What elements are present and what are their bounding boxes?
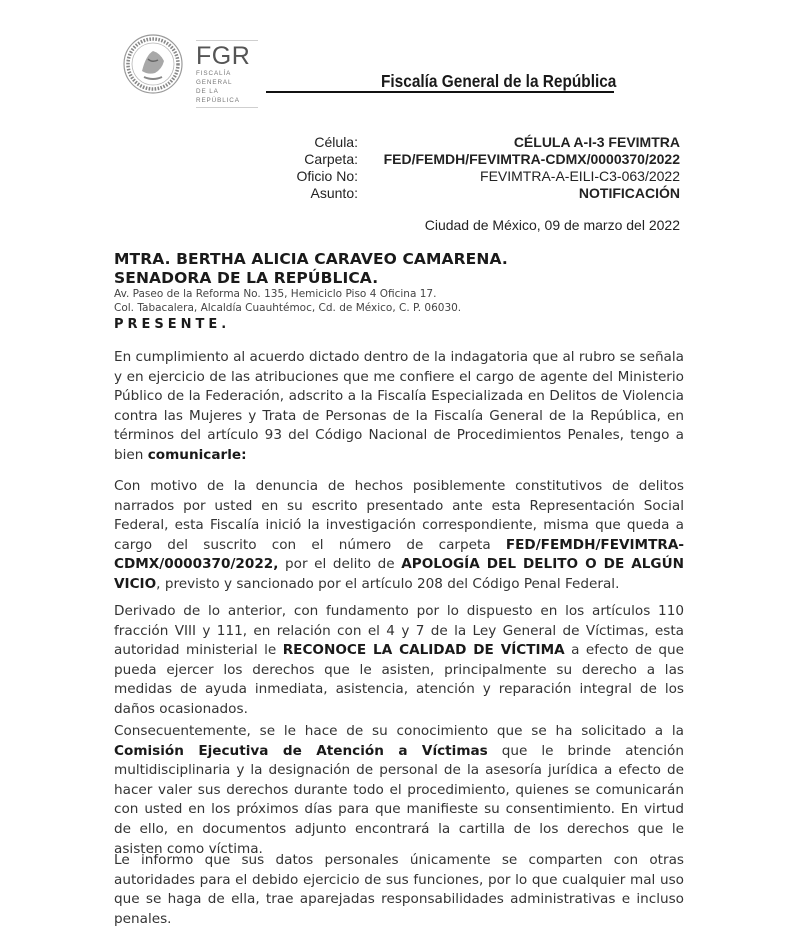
fgr-logo-sub-2: DE LA REPÚBLICA [196, 88, 240, 104]
offense-bold: APOLOGÍA DEL DELITO O DE ALGÚN VICIO [114, 556, 684, 592]
meta-row-oficio [250, 168, 680, 185]
meta-label: Célula: [314, 134, 358, 150]
paragraph-text: Consecuentemente, se le hace de su conocimiento que se ha solicitado a la [114, 723, 684, 739]
letterhead [0, 0, 800, 120]
meta-label: Carpeta: [304, 151, 358, 167]
fgr-logo-sub-1: FISCALÍA GENERAL [196, 70, 233, 86]
paragraph-text: Con motivo de la denuncia de hechos posiblemente constitutivos de delitos narrados por usted en su escrito presentado ante esta Representación Social Federal, esta Fiscalía inició la investigación correspondiente, misma que queda a cargo del suscrito con el número de carpeta [114, 478, 684, 553]
case-number-bold: FED/FEMDH/FEVIMTRA-CDMX/0000370/2022, [114, 536, 684, 573]
meta-value: NOTIFICACIÓN [578, 185, 680, 201]
header-divider [266, 91, 614, 93]
meta-value: FED/FEMDH/FEVIMTRA-CDMX/0000370/2022 [383, 151, 680, 167]
meta-label: Asunto: [310, 185, 358, 201]
presente-salutation: PRESENTE. [114, 317, 231, 332]
meta-label: Oficio No: [296, 168, 358, 184]
fgr-logo-abbr: FGR [196, 42, 251, 70]
fgr-logo [196, 40, 258, 108]
paragraph-text: a efecto de que pueda ejercer los derechos que le asisten, principalmente su derecho a las medidas de ayuda inmediata, asistencia, atención y reparación integral de los daños ocasionados. [114, 642, 684, 717]
date-line: Ciudad de México, 09 de marzo del 2022 [424, 217, 680, 233]
paragraph-1 [114, 348, 684, 466]
paragraph-text: por el delito de [278, 556, 402, 573]
paragraph-text: En cumplimiento al acuerdo dictado dentro de la indagatoria que al rubro se señala y en ejercicio de las atribuciones que me confiere el cargo de agente del Ministerio Público de la Federación, adscrito a la Fiscalía Especializada en Delitos de Violencia contra las Mujeres y Trata de Personas de la Fiscalía General de la República, en términos del artículo 93 del Código Nacional de Procedimientos Penales, tengo a bien [114, 349, 684, 463]
addressee-address-1: Av. Paseo de la Reforma No. 135, Hemiciclo Piso 4 Oficina 17. [114, 288, 437, 300]
document-metadata [250, 134, 680, 202]
addressee-name: MTRA. BERTHA ALICIA CARAVEO CAMARENA. [114, 250, 508, 268]
victim-status-bold: RECONOCE LA CALIDAD DE VÍCTIMA [282, 642, 565, 659]
meta-row-carpeta [250, 151, 680, 168]
addressee-block [114, 250, 674, 333]
paragraph-text: , previsto y sancionado por el artículo 208 del Código Penal Federal. [156, 575, 620, 592]
meta-row-asunto [250, 185, 680, 202]
mexican-coat-of-arms-seal-icon [122, 33, 184, 95]
paragraph-4 [114, 722, 684, 859]
addressee-address-2: Col. Tabacalera, Alcaldía Cuauhtémoc, Cd. de México, C. P. 06030. [114, 301, 462, 314]
paragraph-5 [114, 851, 684, 929]
meta-value: FEVIMTRA-A-EILI-C3-063/2022 [480, 168, 680, 184]
paragraph-text: Le informo que sus datos personales únicamente se comparten con otras autoridades para el debido ejercicio de sus funciones, por lo que cualquier mal uso que se haga de ella, trae aparejadas responsabilidades administrativas e incluso penales. [114, 852, 684, 927]
paragraph-2 [114, 477, 684, 595]
paragraph-bold: comunicarle: [147, 446, 247, 463]
addressee-title: SENADORA DE LA REPÚBLICA. [114, 269, 379, 287]
paragraph-3 [114, 602, 684, 720]
meta-value: CÉLULA A-I-3 FEVIMTRA [513, 134, 680, 150]
commission-name-bold: Comisión Ejecutiva de Atención a Víctimas [114, 742, 488, 759]
paragraph-text: Derivado de lo anterior, con fundamento por lo dispuesto en los artículos 110 fracción VIII y 111, en relación con el 4 y 7 de la Ley General de Víctimas, esta autoridad ministerial le [114, 603, 684, 659]
agency-title: Fiscalía General de la República [381, 71, 617, 91]
paragraph-text: que le brinde atención multidisciplinaria y la designación de personal de la asesoría jurídica a efecto de hacer valer sus derechos durante todo el procedimiento, quienes se comunicarán con usted en los próximos días para que manifieste su consentimiento. En virtud de ello, en documentos adjunto encontrará la cartilla de los derechos que le asisten como víctima. [114, 742, 684, 857]
meta-row-celula [250, 134, 680, 151]
